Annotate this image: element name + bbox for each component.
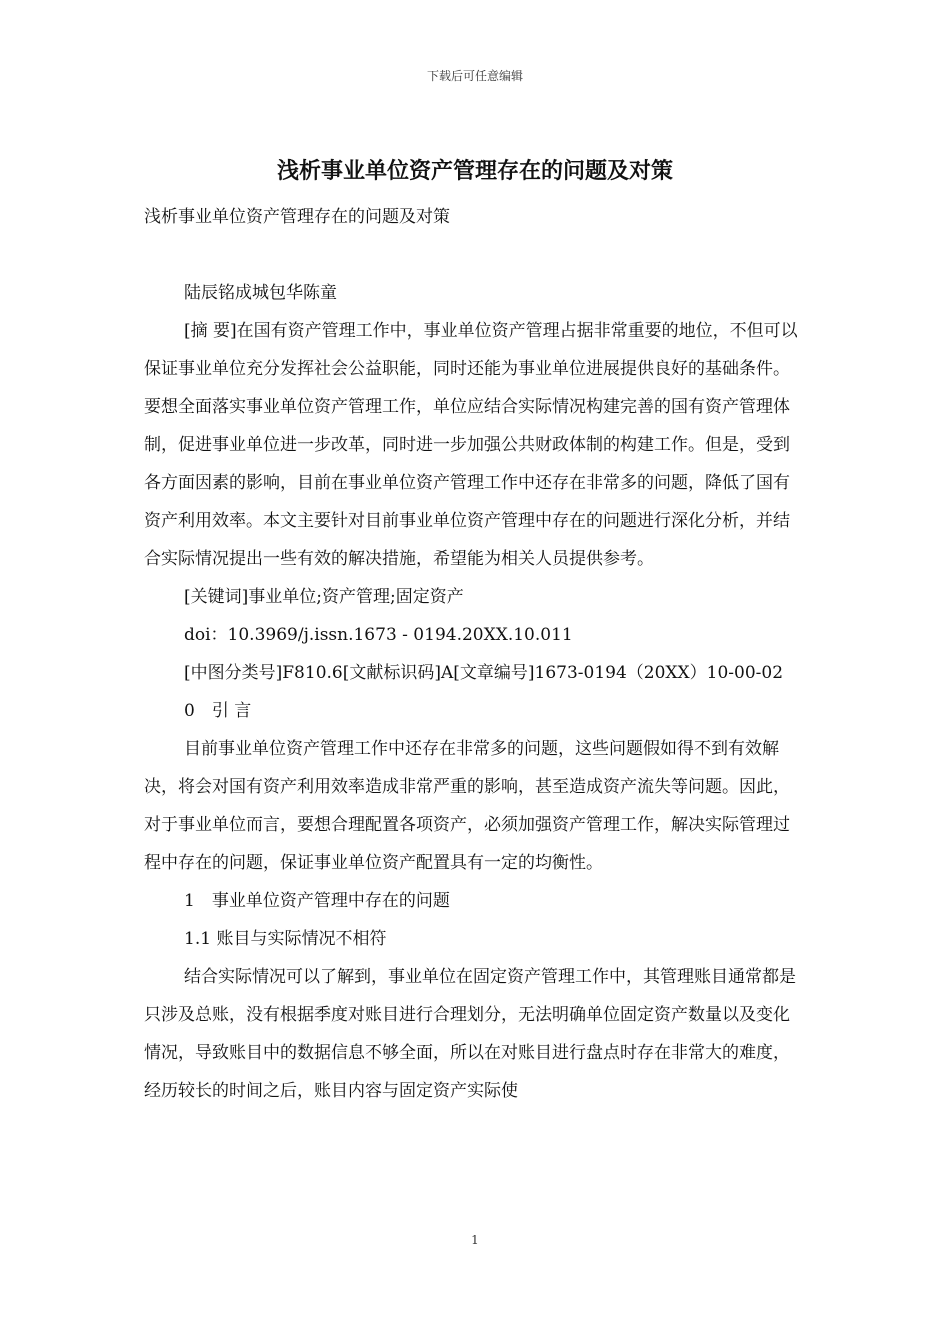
- abstract: [摘 要]在国有资产管理工作中，事业单位资产管理占据非常重要的地位，不但可以保证事业单位充分发挥社会公益职能，同时还能为事业单位进展提供良好的基础条件。要想全面落实事业单位资产管理工作，单位应结合实际情况构建完善的国有资产管理体制，促进事业单位进一步改革，同时进一步加强公共财政体制的构建工作。但是，受到各方面因素的影响，目前在事业单位资产管理工作中还存在非常多的问题，降低了国有资产利用效率。本文主要针对目前事业单位资产管理中存在的问题进行深化分析，并结合实际情况提出一些有效的解决措施，希望能为相关人员提供参考。: [144, 321, 798, 569]
- page-number: 1: [471, 1233, 479, 1247]
- header-note: 下载后可任意编辑: [426, 69, 523, 83]
- section-0-text: 目前事业单位资产管理工作中还存在非常多的问题，这些问题假如得不到有效解决，将会对国有资产利用效率造成非常严重的影响，甚至造成资产流失等问题。因此，对于事业单位而言，要想合理配置各项资产，必须加强资产管理工作，解决实际管理过程中存在的问题，保证事业单位资产配置具有一定的均衡性。: [144, 739, 790, 873]
- keywords: [关键词]事业单位;资产管理;固定资产: [184, 587, 464, 607]
- section-1-heading: 1 事业单位资产管理中存在的问题: [184, 891, 450, 911]
- document-title: 浅析事业单位资产管理存在的问题及对策: [276, 158, 673, 184]
- section-1-1-heading: 1.1 账目与实际情况不相符: [184, 929, 387, 949]
- document-body: [144, 198, 806, 1110]
- section-1-1-text: 结合实际情况可以了解到，事业单位在固定资产管理工作中，其管理账目通常都是只涉及总账，没有根据季度对账目进行合理划分，无法明确单位固定资产数量以及变化情况，导致账目中的数据信息不够全面，所以在对账目进行盘点时存在非常大的难度，经历较长的时间之后，账目内容与固定资产实际使: [144, 967, 796, 1101]
- authors: 陆辰铭成城包华陈童: [184, 283, 337, 303]
- section-0-heading: 0 引 言: [184, 701, 252, 721]
- doi: doi：10.3969/j.issn.1673 - 0194.20XX.10.011: [184, 625, 573, 645]
- document-subtitle: 浅析事业单位资产管理存在的问题及对策: [144, 207, 450, 227]
- classification: [中图分类号]F810.6[文献标识码]A[文章编号]1673-0194（20XX）10-00-02: [184, 663, 784, 683]
